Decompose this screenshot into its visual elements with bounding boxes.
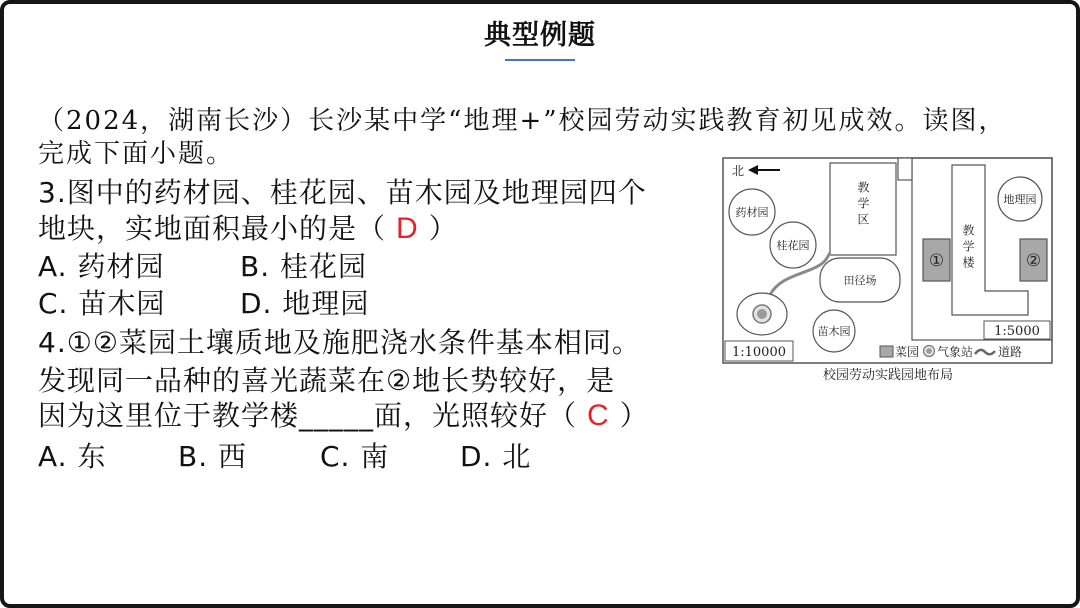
q4-stem-line-3: [38, 400, 649, 432]
q4-option-b: B. 西: [178, 440, 248, 473]
q4-blank: _____: [299, 399, 375, 432]
q3-option-b: B. 桂花园: [240, 250, 368, 283]
small-building: [898, 158, 912, 180]
q3-answer: D: [396, 212, 419, 245]
title-underline: [505, 59, 575, 61]
q3-stem-text: 地块，实地面积最小的是（: [38, 212, 387, 245]
guihua-garden-label: 桂花园: [776, 239, 810, 252]
scale-left: 1:10000: [731, 345, 787, 360]
vegetable-plot-2-label: ②: [1025, 251, 1042, 271]
weather-station-icon: [753, 305, 771, 323]
legend-road-label: 道路: [998, 345, 1023, 359]
legend-plot-icon: [880, 346, 893, 357]
teaching-building-label: 教学楼: [961, 224, 975, 272]
campus-map-svg: [722, 157, 1054, 365]
vegetable-plot-1-label: ①: [928, 251, 945, 271]
yaocai-garden-label: 药材园: [735, 206, 769, 219]
q3-option-c: C. 苗木园: [38, 287, 166, 320]
q4-stem-text-2: 面，光照较好（: [374, 399, 578, 432]
map-caption: 校园劳动实践园地布局: [822, 368, 953, 383]
dili-garden-label: 地理园: [1003, 193, 1037, 206]
slide-title: 典型例题: [484, 20, 596, 51]
q3-stem-line-2: [38, 213, 458, 245]
q4-stem-line-1: 4.①②菜园土壤质地及施肥浇水条件基本相同。: [38, 326, 641, 359]
intro-line-1: （2024，湖南长沙）长沙某中学“地理+”校园劳动实践教育初见成效。读图，: [38, 106, 1007, 136]
north-label: 北: [732, 164, 745, 178]
track-field-label: 田径场: [843, 274, 877, 287]
legend-plot-label: 菜园: [895, 345, 920, 359]
q4-option-a: A. 东: [38, 440, 107, 473]
q4-option-d: D. 北: [460, 440, 532, 473]
legend-weather-station-icon: [924, 346, 935, 357]
q3-stem-line-1: 3.图中的药材园、桂花园、苗木园及地理园四个: [38, 176, 647, 209]
q4-close-paren: ）: [619, 399, 649, 432]
intro-line-2: 完成下面小题。: [38, 139, 235, 169]
miaomu-garden-label: 苗木园: [817, 325, 851, 338]
q4-answer: C: [587, 399, 610, 432]
legend-weather-station-label: 气象站: [937, 345, 974, 359]
q4-stem-text: 因为这里位于教学楼: [38, 399, 300, 432]
q3-close-paren: ）: [428, 212, 458, 245]
campus-map: [722, 157, 1054, 365]
teaching-area-label: 教学区: [856, 181, 870, 229]
q4-option-c: C. 南: [320, 440, 390, 473]
q3-option-a: A. 药材园: [38, 250, 165, 283]
q3-option-d: D. 地理园: [240, 287, 370, 320]
scale-right: 1:5000: [994, 324, 1040, 339]
q4-stem-line-2: 发现同一品种的喜光蔬菜在②地长势较好，是: [38, 364, 616, 397]
